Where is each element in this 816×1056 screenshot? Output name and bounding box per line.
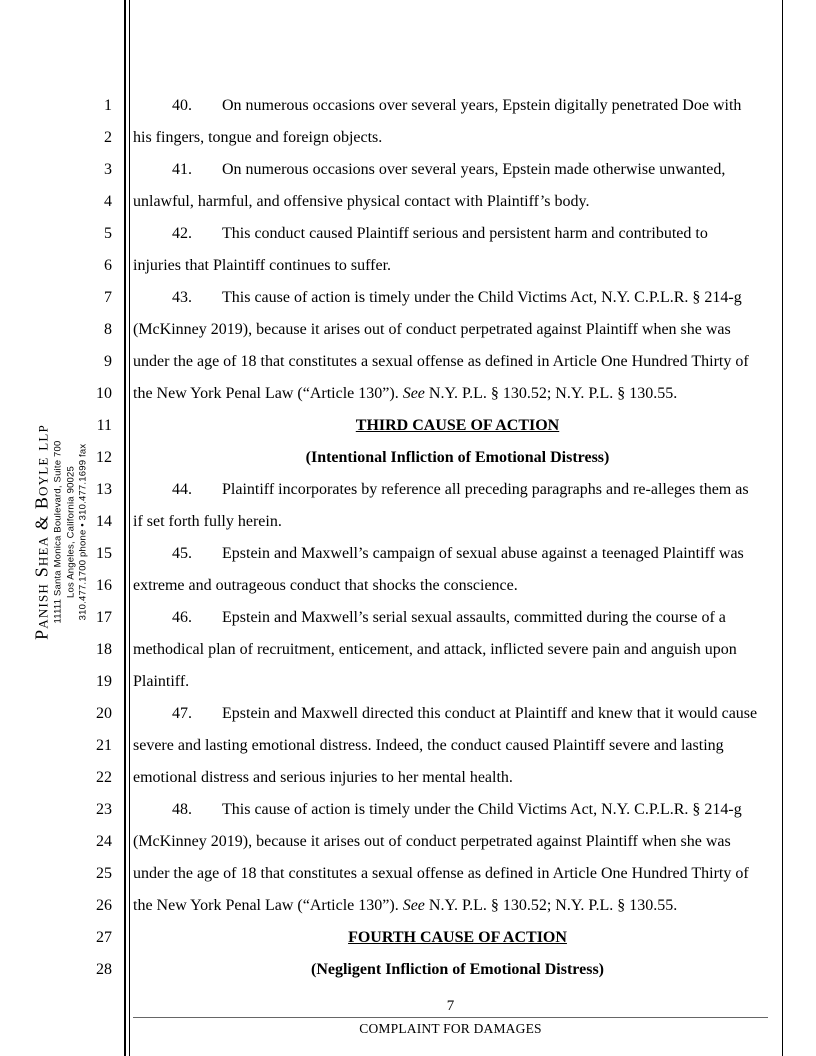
line-text xyxy=(222,481,749,498)
text-segment: methodical plan of recruitment, enticement, and attack, inflicted severe pain and anguish upon xyxy=(133,641,737,658)
line-text xyxy=(133,865,749,882)
text-line xyxy=(133,346,782,378)
text-segment: his fingers, tongue and foreign objects. xyxy=(133,129,383,146)
line-number: 25 xyxy=(96,865,112,882)
line-number: 22 xyxy=(96,769,112,786)
text-line xyxy=(133,602,782,634)
line-text xyxy=(222,609,726,626)
line-text xyxy=(222,225,708,242)
line-number: 12 xyxy=(96,449,112,466)
paragraph-number: 44. xyxy=(172,481,192,498)
text-segment: emotional distress and serious injuries to her mental health. xyxy=(133,769,513,786)
line-number-column xyxy=(0,90,112,986)
line-text xyxy=(133,353,749,370)
text-segment: if set forth fully herein. xyxy=(133,513,282,530)
line-text xyxy=(222,161,725,178)
line-text xyxy=(222,545,744,562)
text-segment: N.Y. P.L. § 130.52; N.Y. P.L. § 130.55. xyxy=(424,897,678,914)
text-segment: injuries that Plaintiff continues to suffer. xyxy=(133,257,392,274)
left-margin-rule-outer xyxy=(124,0,126,1056)
text-segment: THIRD CAUSE OF ACTION xyxy=(355,417,560,434)
text-line xyxy=(133,378,782,410)
line-text xyxy=(222,705,757,722)
document-body xyxy=(133,90,782,986)
text-line xyxy=(133,122,782,154)
text-line xyxy=(133,282,782,314)
text-line xyxy=(133,858,782,890)
line-text xyxy=(356,417,559,434)
text-segment: the New York Penal Law (“Article 130”). xyxy=(133,897,403,914)
text-segment: See xyxy=(402,897,425,914)
line-number: 2 xyxy=(104,129,112,146)
line-number: 7 xyxy=(104,289,112,306)
line-number: 10 xyxy=(96,385,112,402)
text-segment: (Intentional Infliction of Emotional Distress) xyxy=(305,449,610,466)
footer-title: COMPLAINT FOR DAMAGES xyxy=(359,1021,542,1036)
line-number: 13 xyxy=(96,481,112,498)
text-segment: extreme and outrageous conduct that shocks the conscience. xyxy=(133,577,518,594)
line-text xyxy=(133,321,731,338)
text-segment: FOURTH CAUSE OF ACTION xyxy=(348,929,567,946)
line-text xyxy=(133,833,731,850)
text-segment: See xyxy=(402,385,425,402)
text-segment: (Negligent Infliction of Emotional Distress) xyxy=(310,961,604,978)
line-text xyxy=(133,513,282,530)
text-line xyxy=(133,762,782,794)
paragraph-number: 43. xyxy=(172,289,192,306)
line-text xyxy=(133,769,513,786)
law-firm-address-line2: Los Angeles, California 90025 xyxy=(64,465,76,599)
line-number: 26 xyxy=(96,897,112,914)
line-number: 9 xyxy=(104,353,112,370)
heading-line xyxy=(133,954,782,986)
line-number: 11 xyxy=(96,417,112,434)
line-text xyxy=(133,129,382,146)
line-number: 3 xyxy=(104,161,112,178)
line-text xyxy=(222,289,742,306)
text-segment: (McKinney 2019), because it arises out of conduct perpetrated against Plaintiff when she was xyxy=(133,833,731,850)
text-line xyxy=(133,826,782,858)
text-line xyxy=(133,506,782,538)
paragraph-number: 41. xyxy=(172,161,192,178)
line-text xyxy=(133,737,724,754)
page-number: 7 xyxy=(446,998,455,1014)
text-segment: Epstein and Maxwell directed this conduct at Plaintiff and knew that it would cause xyxy=(222,705,758,722)
text-line xyxy=(133,730,782,762)
left-margin-rule-inner xyxy=(129,0,131,1056)
line-text xyxy=(222,97,741,114)
text-segment: the New York Penal Law (“Article 130”). xyxy=(133,385,403,402)
law-firm-address-line1: 11111 Santa Monica Boulevard, Suite 700 xyxy=(52,440,64,624)
line-text xyxy=(311,961,604,978)
line-number: 21 xyxy=(96,737,112,754)
line-number: 28 xyxy=(96,961,112,978)
text-line xyxy=(133,250,782,282)
text-segment: This cause of action is timely under the Child Victims Act, N.Y. C.P.L.R. § 214-g xyxy=(222,801,742,818)
line-text xyxy=(222,801,742,818)
text-line xyxy=(133,698,782,730)
line-text xyxy=(348,929,567,946)
line-number: 17 xyxy=(96,609,112,626)
text-line xyxy=(133,890,782,922)
line-text xyxy=(133,257,391,274)
paragraph-number: 45. xyxy=(172,545,192,562)
line-text xyxy=(306,449,610,466)
line-number: 24 xyxy=(96,833,112,850)
text-segment: severe and lasting emotional distress. Indeed, the conduct caused Plaintiff severe and lasting xyxy=(133,737,724,754)
heading-line xyxy=(133,410,782,442)
text-line xyxy=(133,570,782,602)
text-segment: On numerous occasions over several years, Epstein made otherwise unwanted, xyxy=(222,161,726,178)
page-footer xyxy=(133,996,768,1037)
text-line xyxy=(133,218,782,250)
line-number: 18 xyxy=(96,641,112,658)
text-line xyxy=(133,666,782,698)
paragraph-number: 40. xyxy=(172,97,192,114)
text-segment: Plaintiff. xyxy=(133,673,190,690)
text-line xyxy=(133,794,782,826)
text-segment: N.Y. P.L. § 130.52; N.Y. P.L. § 130.55. xyxy=(424,385,678,402)
text-segment: unlawful, harmful, and offensive physical contact with Plaintiff’s body. xyxy=(133,193,590,210)
line-text xyxy=(133,641,737,658)
paragraph-number: 48. xyxy=(172,801,192,818)
line-number: 23 xyxy=(96,801,112,818)
line-text xyxy=(133,577,518,594)
text-line xyxy=(133,634,782,666)
law-firm-phone-fax: 310.477.1700 phone • 310.477.1699 fax xyxy=(77,443,89,621)
text-line xyxy=(133,474,782,506)
text-line xyxy=(133,154,782,186)
line-number: 19 xyxy=(96,673,112,690)
text-segment: Epstein and Maxwell’s campaign of sexual abuse against a teenaged Plaintiff was xyxy=(222,545,744,562)
line-text xyxy=(133,673,189,690)
line-number: 14 xyxy=(96,513,112,530)
line-number: 6 xyxy=(104,257,112,274)
text-segment: Plaintiff incorporates by reference all preceding paragraphs and re-alleges them as xyxy=(222,481,749,498)
text-segment: under the age of 18 that constitutes a sexual offense as defined in Article One Hundred Thirty of xyxy=(133,353,749,370)
law-firm-name: Panish Shea & Boyle llp xyxy=(31,424,52,640)
text-segment: under the age of 18 that constitutes a sexual offense as defined in Article One Hundred Thirty of xyxy=(133,865,749,882)
line-number: 20 xyxy=(96,705,112,722)
line-number: 1 xyxy=(104,97,112,114)
paragraph-number: 46. xyxy=(172,609,192,626)
text-line xyxy=(133,538,782,570)
text-segment: (McKinney 2019), because it arises out of conduct perpetrated against Plaintiff when she was xyxy=(133,321,731,338)
text-segment: This cause of action is timely under the Child Victims Act, N.Y. C.P.L.R. § 214-g xyxy=(222,289,742,306)
text-segment: On numerous occasions over several years, Epstein digitally penetrated Doe with xyxy=(222,97,742,114)
paragraph-number: 42. xyxy=(172,225,192,242)
heading-line xyxy=(133,922,782,954)
text-segment: Epstein and Maxwell’s serial sexual assaults, committed during the course of a xyxy=(222,609,726,626)
text-line xyxy=(133,186,782,218)
line-number: 16 xyxy=(96,577,112,594)
line-number: 4 xyxy=(104,193,112,210)
text-line xyxy=(133,314,782,346)
line-text xyxy=(133,385,677,402)
line-number: 27 xyxy=(96,929,112,946)
text-segment: This conduct caused Plaintiff serious and persistent harm and contributed to xyxy=(222,225,708,242)
heading-line xyxy=(133,442,782,474)
line-number: 8 xyxy=(104,321,112,338)
line-number: 15 xyxy=(96,545,112,562)
text-line xyxy=(133,90,782,122)
line-number: 5 xyxy=(104,225,112,242)
paragraph-number: 47. xyxy=(172,705,192,722)
line-text xyxy=(133,193,590,210)
line-text xyxy=(133,897,677,914)
